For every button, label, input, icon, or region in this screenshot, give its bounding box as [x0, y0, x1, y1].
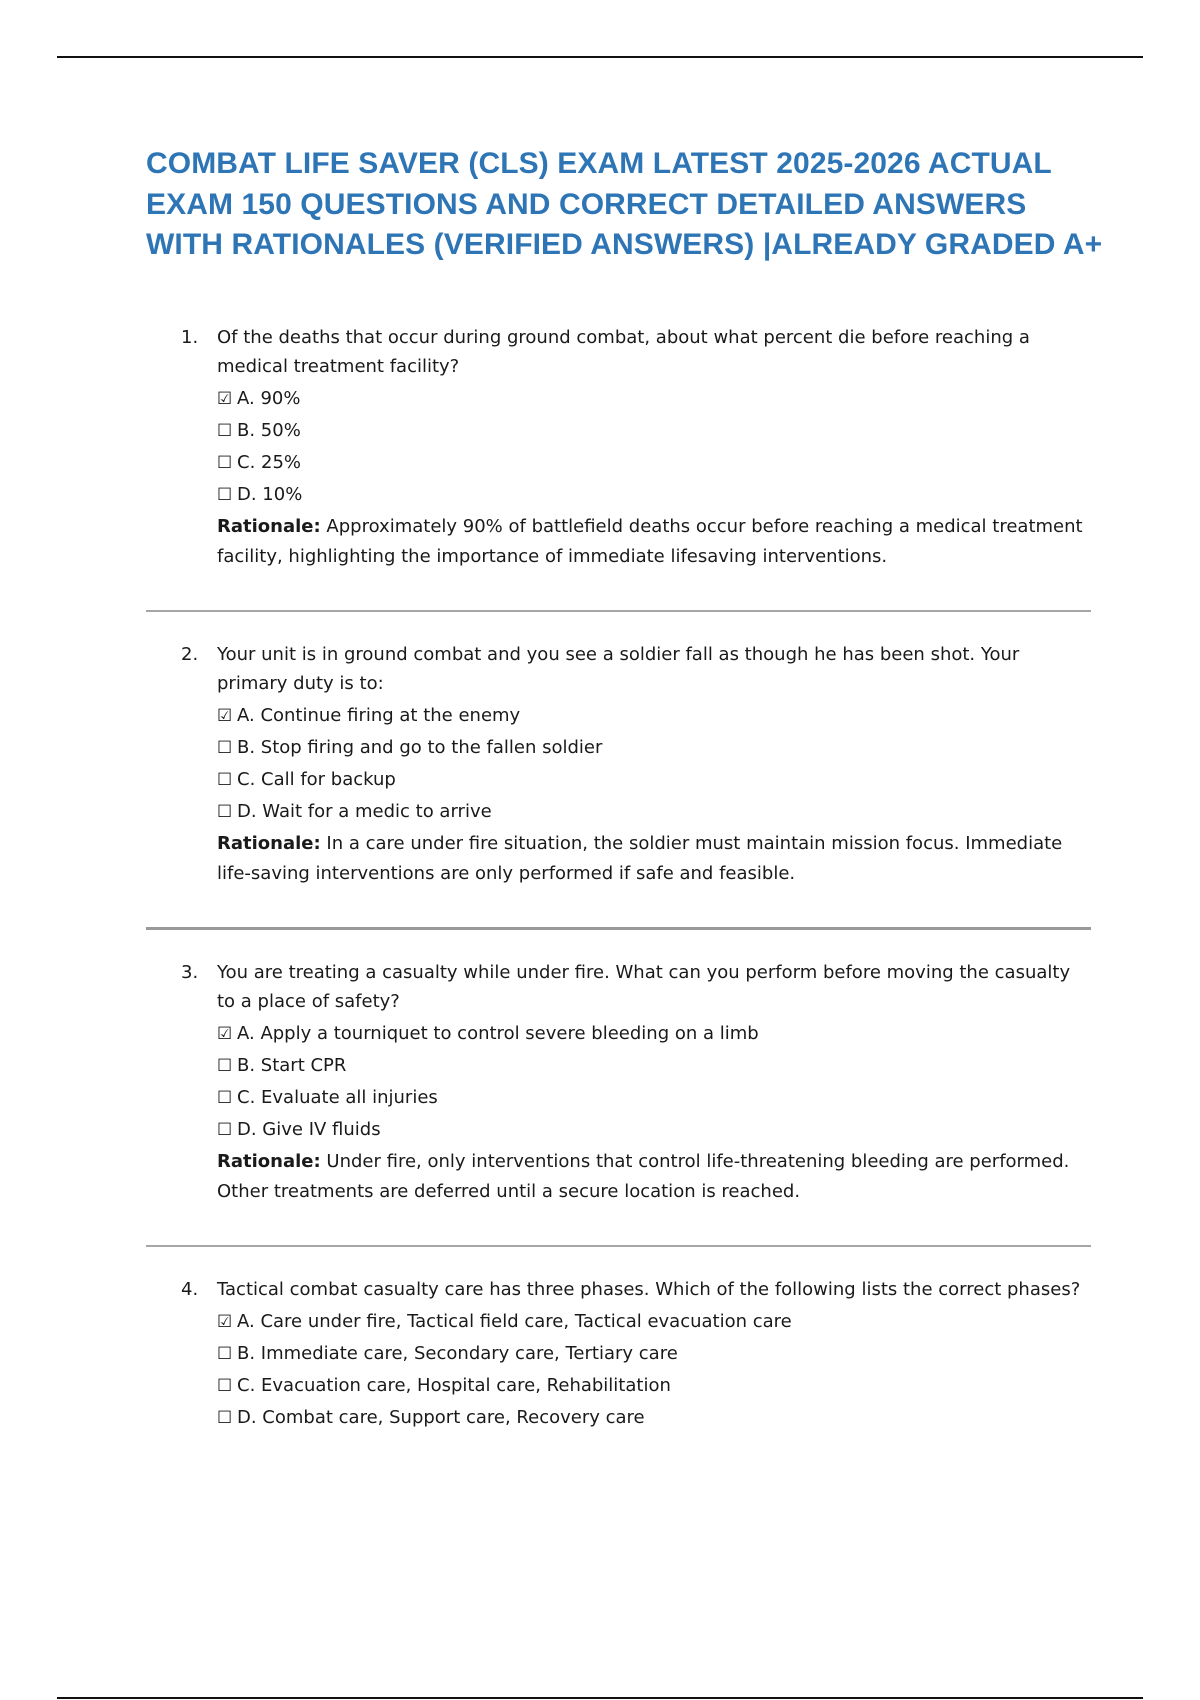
option-d	[217, 1402, 1091, 1434]
option-label: B. 50%	[237, 420, 301, 441]
option-label: C. Call for backup	[237, 769, 396, 790]
document-title: COMBAT LIFE SAVER (CLS) EXAM LATEST 2025-2026 ACTUAL EXAM 150 QUESTIONS AND CORRECT DETAILED ANSWERS WITH RATIONALES (VERIFIED ANSWERS) |ALREADY GRADED A+	[146, 147, 1103, 261]
question-list	[181, 323, 1091, 1434]
page-bottom-rule	[57, 1697, 1143, 1699]
option-list	[217, 1016, 1091, 1146]
option-list	[217, 381, 1091, 511]
option-label: D. 10%	[237, 484, 303, 505]
rationale-text: Approximately 90% of battlefield deaths occur before reaching a medical treatment facility, highlighting the importance of immediate lifesaving interventions.	[217, 516, 1083, 567]
unchecked-checkbox-icon: ☐	[217, 421, 233, 441]
option-c	[217, 1082, 1091, 1114]
question-3	[181, 958, 1091, 1207]
unchecked-checkbox-icon: ☐	[217, 1056, 233, 1076]
option-c	[217, 447, 1091, 479]
question-number: 2.	[181, 644, 199, 665]
option-label: B. Stop firing and go to the fallen soldier	[237, 737, 603, 758]
question-number: 3.	[181, 962, 199, 983]
question-number: 4.	[181, 1279, 199, 1300]
question-2	[181, 640, 1091, 889]
option-label: C. Evaluate all injuries	[237, 1087, 438, 1108]
option-list	[217, 698, 1091, 828]
rationale-text: In a care under fire situation, the soldier must maintain mission focus. Immediate life-saving interventions are only performed if safe and feasible.	[217, 833, 1063, 884]
option-label: B. Start CPR	[237, 1055, 347, 1076]
checked-checkbox-icon: ☑	[217, 1312, 233, 1332]
question-text: Your unit is in ground combat and you see a soldier fall as though he has been shot. Your primary duty is to:	[217, 644, 1020, 694]
unchecked-checkbox-icon: ☐	[217, 1088, 233, 1108]
rationale	[217, 512, 1091, 572]
option-d	[217, 479, 1091, 511]
unchecked-checkbox-icon: ☐	[217, 1408, 233, 1428]
option-label: C. 25%	[237, 452, 302, 473]
question-text: Of the deaths that occur during ground combat, about what percent die before reaching a medical treatment facility?	[217, 327, 1030, 377]
unchecked-checkbox-icon: ☐	[217, 1376, 233, 1396]
rationale-label: Rationale:	[217, 833, 321, 854]
option-label: A. Apply a tourniquet to control severe bleeding on a limb	[237, 1023, 759, 1044]
section-divider	[146, 610, 1091, 612]
option-c	[217, 1370, 1091, 1402]
option-label: C. Evacuation care, Hospital care, Rehabilitation	[237, 1375, 671, 1396]
question-4	[181, 1275, 1091, 1434]
section-divider	[146, 1245, 1091, 1247]
unchecked-checkbox-icon: ☐	[217, 1120, 233, 1140]
option-label: D. Combat care, Support care, Recovery care	[237, 1407, 645, 1428]
option-c	[217, 764, 1091, 796]
question-text: You are treating a casualty while under fire. What can you perform before moving the casualty to a place of safety?	[217, 962, 1071, 1012]
option-label: A. Continue firing at the enemy	[237, 705, 521, 726]
rationale	[217, 1147, 1091, 1207]
option-a	[217, 383, 1091, 415]
unchecked-checkbox-icon: ☐	[217, 1344, 233, 1364]
checked-checkbox-icon: ☑	[217, 706, 233, 726]
option-d	[217, 796, 1091, 828]
section-divider	[146, 927, 1091, 930]
option-a	[217, 700, 1091, 732]
question-1	[181, 323, 1091, 572]
option-label: B. Immediate care, Secondary care, Tertiary care	[237, 1343, 678, 1364]
checked-checkbox-icon: ☑	[217, 389, 233, 409]
rationale	[217, 829, 1091, 889]
question-text: Tactical combat casualty care has three phases. Which of the following lists the correct phases?	[217, 1279, 1081, 1300]
option-label: D. Wait for a medic to arrive	[237, 801, 492, 822]
option-b	[217, 1050, 1091, 1082]
option-a	[217, 1306, 1091, 1338]
option-label: A. 90%	[237, 388, 301, 409]
unchecked-checkbox-icon: ☐	[217, 738, 233, 758]
rationale-label: Rationale:	[217, 1151, 321, 1172]
unchecked-checkbox-icon: ☐	[217, 770, 233, 790]
option-b	[217, 415, 1091, 447]
rationale-label: Rationale:	[217, 516, 321, 537]
option-label: D. Give IV fluids	[237, 1119, 381, 1140]
unchecked-checkbox-icon: ☐	[217, 453, 233, 473]
page-top-rule	[57, 56, 1143, 58]
unchecked-checkbox-icon: ☐	[217, 802, 233, 822]
question-number: 1.	[181, 327, 199, 348]
option-list	[217, 1304, 1091, 1434]
option-d	[217, 1114, 1091, 1146]
option-label: A. Care under fire, Tactical field care, Tactical evacuation care	[237, 1311, 792, 1332]
option-b	[217, 732, 1091, 764]
unchecked-checkbox-icon: ☐	[217, 485, 233, 505]
option-a	[217, 1018, 1091, 1050]
option-b	[217, 1338, 1091, 1370]
rationale-text: Under fire, only interventions that control life-threatening bleeding are performed. Other treatments are deferred until a secure location is reached.	[217, 1151, 1070, 1202]
checked-checkbox-icon: ☑	[217, 1024, 233, 1044]
